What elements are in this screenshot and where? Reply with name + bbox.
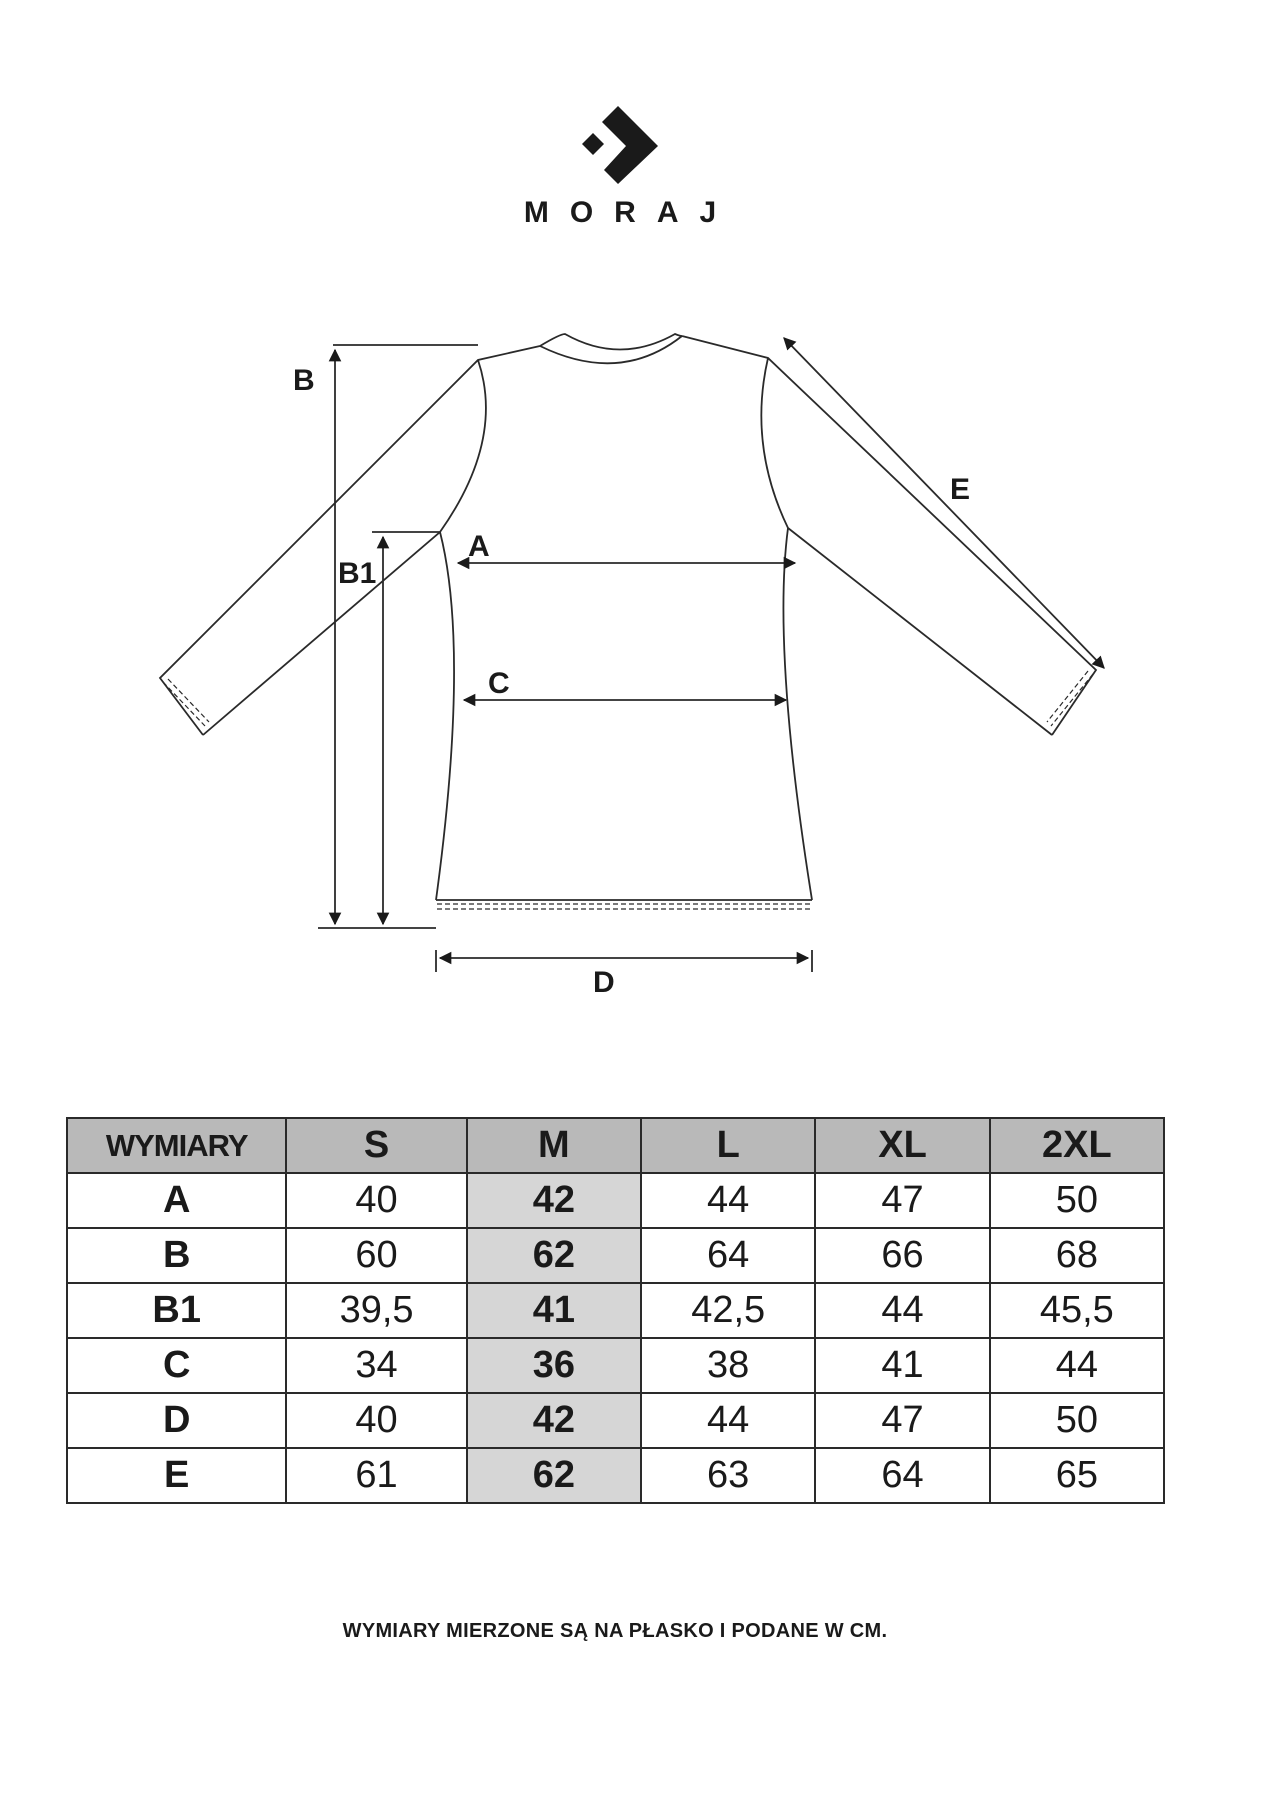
shirt-outline xyxy=(160,334,1096,900)
table-cell: 45,5 xyxy=(990,1283,1164,1338)
table-cell: 44 xyxy=(641,1173,815,1228)
table-cell: 61 xyxy=(286,1448,466,1503)
table-row xyxy=(67,1283,1164,1338)
table-cell: 38 xyxy=(641,1338,815,1393)
table-row xyxy=(67,1448,1164,1503)
measurement-footnote: WYMIARY MIERZONE SĄ NA PŁASKO I PODANE W CM. xyxy=(342,1620,888,1642)
label-a: A xyxy=(468,530,490,563)
table-cell: 64 xyxy=(641,1228,815,1283)
label-e: E xyxy=(950,473,971,506)
table-cell: 41 xyxy=(815,1338,989,1393)
table-row xyxy=(67,1228,1164,1283)
table-cell: 65 xyxy=(990,1448,1164,1503)
label-c: C xyxy=(488,667,510,700)
label-b: B xyxy=(293,364,315,397)
table-cell: 63 xyxy=(641,1448,815,1503)
row-label: D xyxy=(67,1393,286,1448)
table-cell: 64 xyxy=(815,1448,989,1503)
chevron-diamond-logo-icon xyxy=(580,104,660,184)
table-cell: 47 xyxy=(815,1173,989,1228)
table-row xyxy=(67,1393,1164,1448)
header-cell-2xl: 2XL xyxy=(990,1118,1164,1173)
row-label: E xyxy=(67,1448,286,1503)
table-cell-highlighted: 41 xyxy=(467,1283,641,1338)
table-cell: 60 xyxy=(286,1228,466,1283)
size-chart-table xyxy=(66,1117,1165,1504)
table-row xyxy=(67,1338,1164,1393)
header-cell-wymiary: WYMIARY xyxy=(67,1118,286,1173)
garment-measurement-diagram xyxy=(0,300,1270,1020)
row-label: A xyxy=(67,1173,286,1228)
table-cell-highlighted: 62 xyxy=(467,1228,641,1283)
row-label: B1 xyxy=(67,1283,286,1338)
table-cell: 66 xyxy=(815,1228,989,1283)
row-label: C xyxy=(67,1338,286,1393)
table-header-row xyxy=(67,1118,1164,1173)
table-row xyxy=(67,1173,1164,1228)
table-cell: 68 xyxy=(990,1228,1164,1283)
hem-stitching xyxy=(163,671,1093,909)
table-cell-highlighted: 36 xyxy=(467,1338,641,1393)
header-cell-l: L xyxy=(641,1118,815,1173)
table-cell: 44 xyxy=(641,1393,815,1448)
table-cell: 42,5 xyxy=(641,1283,815,1338)
table-cell: 44 xyxy=(990,1338,1164,1393)
header-cell-s: S xyxy=(286,1118,466,1173)
table-cell-highlighted: 62 xyxy=(467,1448,641,1503)
label-d: D xyxy=(593,966,615,999)
table-cell: 47 xyxy=(815,1393,989,1448)
brand-name: MORAJ xyxy=(523,196,738,229)
table-cell: 34 xyxy=(286,1338,466,1393)
table-cell-highlighted: 42 xyxy=(467,1393,641,1448)
e-measure-line xyxy=(784,338,1104,668)
table-cell: 40 xyxy=(286,1173,466,1228)
table-cell: 50 xyxy=(990,1393,1164,1448)
header-cell-m: M xyxy=(467,1118,641,1173)
table-cell: 40 xyxy=(286,1393,466,1448)
header-cell-xl: XL xyxy=(815,1118,989,1173)
row-label: B xyxy=(67,1228,286,1283)
table-cell-highlighted: 42 xyxy=(467,1173,641,1228)
table-cell: 44 xyxy=(815,1283,989,1338)
label-b1: B1 xyxy=(338,557,377,590)
table-cell: 39,5 xyxy=(286,1283,466,1338)
table-cell: 50 xyxy=(990,1173,1164,1228)
